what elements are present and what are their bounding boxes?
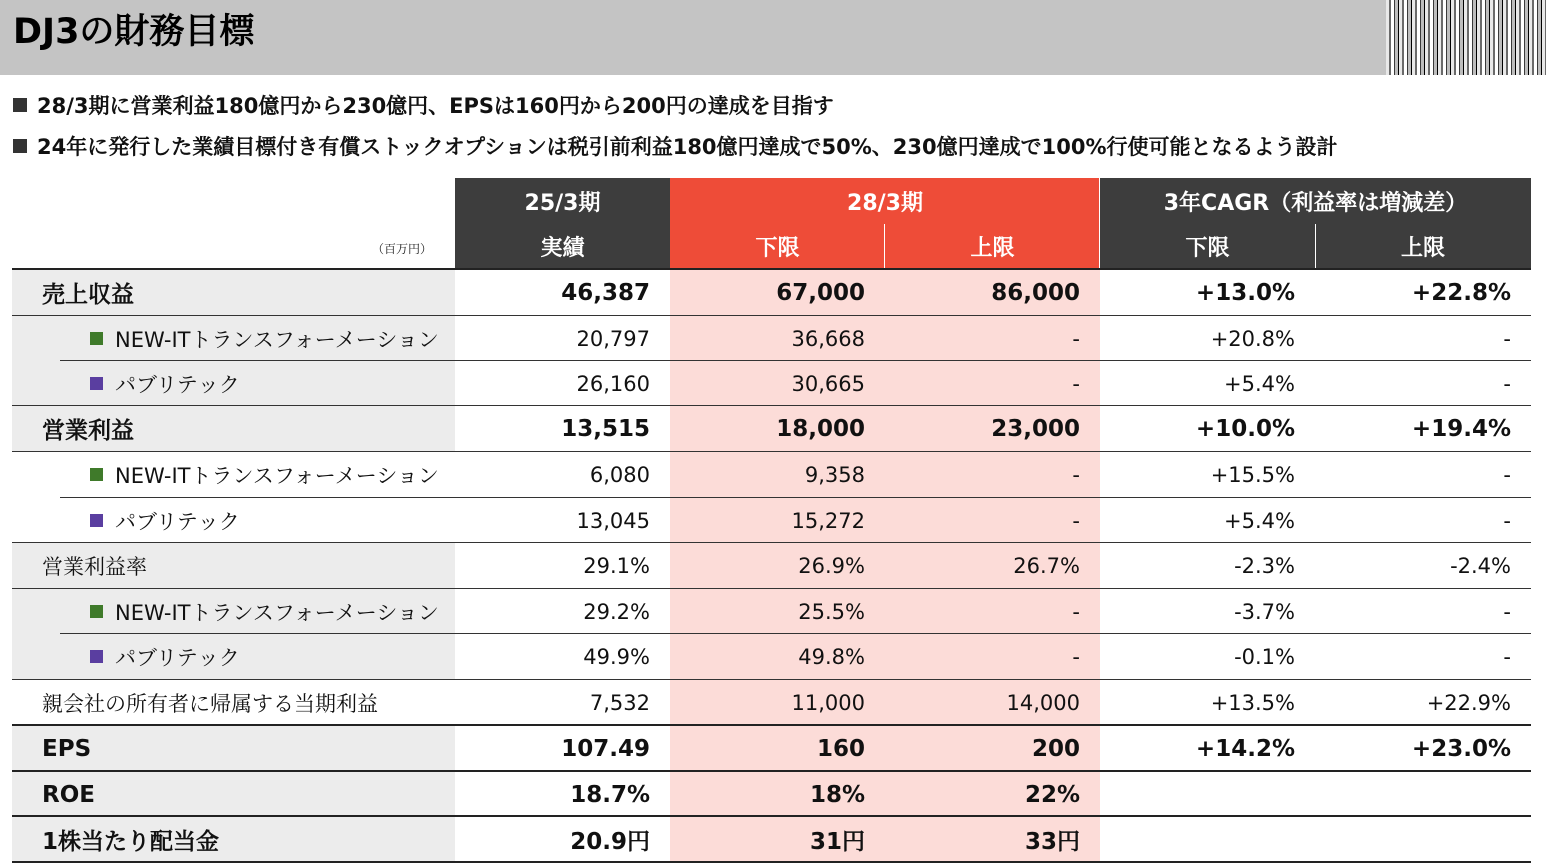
cell-actual: 29.1%	[583, 553, 650, 578]
row-divider	[12, 861, 1531, 863]
cell-actual: 18.7%	[570, 781, 650, 808]
table-row	[12, 543, 1531, 588]
cell-upper: 86,000	[885, 270, 1100, 315]
cell-cagr-upper	[1315, 817, 1531, 862]
row-label: NEW-ITトランスフォーメーション	[115, 327, 439, 352]
cell-actual: 29.2%	[583, 599, 650, 624]
page-title: DJ3の財務目標	[13, 12, 255, 52]
cell-cagr-upper	[1315, 772, 1531, 817]
green-square-icon	[90, 468, 103, 481]
row-label-segment	[12, 498, 455, 543]
bullet-square-icon	[13, 98, 27, 112]
cell-cagr-upper: +19.4%	[1411, 415, 1511, 442]
cell-cagr-lower: +13.0%	[1195, 279, 1295, 306]
cell-actual: 49.9%	[583, 644, 650, 669]
bullet-2-text: 24年に発行した業績目標付き有償ストックオプションは税引前利益180億円達成で50%、230億円達成で100%行使可能となるよう設計	[37, 135, 1338, 159]
cell-cagr-lower	[1100, 772, 1315, 817]
cell-cagr-lower: +5.4%	[1224, 508, 1295, 533]
row-label: 1株当たり配当金	[12, 817, 455, 862]
cell-upper: 23,000	[885, 406, 1100, 451]
row-label: 営業利益	[12, 406, 455, 451]
cell-upper: -	[885, 361, 1100, 406]
cell-actual: 46,387	[561, 279, 650, 306]
cell-cagr-upper: -	[1503, 462, 1511, 487]
row-label-segment	[12, 452, 455, 497]
purple-square-icon	[90, 377, 103, 390]
green-square-icon	[90, 605, 103, 618]
cell-cagr-upper: +22.8%	[1411, 279, 1511, 306]
table-row	[12, 361, 1531, 406]
cell-cagr-lower: +5.4%	[1224, 371, 1295, 396]
cell-lower: 15,272	[670, 498, 885, 543]
cell-upper: 22%	[885, 772, 1100, 817]
cell-cagr-upper: +23.0%	[1411, 735, 1511, 762]
row-label: パブリテック	[115, 645, 240, 670]
cell-lower: 30,665	[670, 361, 885, 406]
cell-lower: 36,668	[670, 316, 885, 361]
cell-actual: 20,797	[576, 326, 650, 351]
cell-upper: -	[885, 498, 1100, 543]
cell-upper: 26.7%	[885, 543, 1100, 588]
header-divider	[1099, 178, 1100, 269]
cell-cagr-upper: -	[1503, 599, 1511, 624]
cell-actual: 6,080	[589, 462, 650, 487]
header-fy28-upper: 上限	[885, 224, 1100, 269]
row-label: パブリテック	[115, 372, 240, 397]
cell-lower: 11,000	[670, 680, 885, 725]
cell-lower: 25.5%	[670, 589, 885, 634]
row-label-segment	[12, 634, 455, 679]
cell-lower: 18%	[670, 772, 885, 817]
cell-cagr-lower: -0.1%	[1234, 644, 1295, 669]
row-label: 売上収益	[12, 270, 455, 315]
table-row	[12, 634, 1531, 679]
purple-square-icon	[90, 650, 103, 663]
cell-actual: 26,160	[576, 371, 650, 396]
table-row	[12, 406, 1531, 451]
row-label: NEW-ITトランスフォーメーション	[115, 463, 439, 488]
cell-cagr-upper: +22.9%	[1426, 690, 1511, 715]
cell-cagr-lower	[1100, 817, 1315, 862]
cell-cagr-upper: -	[1503, 371, 1511, 396]
cell-actual: 13,045	[576, 508, 650, 533]
row-label: EPS	[12, 726, 455, 771]
bullet-1-text: 28/3期に営業利益180億円から230億円、EPSは160円から200円の達成を目指す	[37, 94, 834, 118]
row-label: パブリテック	[115, 509, 240, 534]
cell-cagr-upper: -	[1503, 326, 1511, 351]
cell-cagr-lower: -2.3%	[1234, 553, 1295, 578]
green-square-icon	[90, 332, 103, 345]
cell-upper: -	[885, 589, 1100, 634]
cell-upper: -	[885, 634, 1100, 679]
cell-actual: 107.49	[561, 735, 650, 762]
title-bar	[0, 0, 1546, 75]
cell-upper: 33円	[885, 817, 1100, 862]
table-row	[12, 726, 1531, 771]
row-label: NEW-ITトランスフォーメーション	[115, 600, 439, 625]
unit-label: （百万円）	[372, 242, 433, 256]
row-label: 親会社の所有者に帰属する当期利益	[12, 680, 455, 725]
cell-actual: 13,515	[561, 415, 650, 442]
purple-square-icon	[90, 514, 103, 527]
cell-lower: 160	[670, 726, 885, 771]
header-fy28-lower: 下限	[670, 224, 885, 269]
row-label-segment	[12, 589, 455, 634]
header-actual: 実績	[455, 224, 670, 269]
cell-lower: 18,000	[670, 406, 885, 451]
cell-cagr-upper: -	[1503, 508, 1511, 533]
header-divider	[1315, 224, 1316, 269]
table-row	[12, 589, 1531, 634]
cell-cagr-lower: +10.0%	[1195, 415, 1295, 442]
cell-cagr-lower: +15.5%	[1210, 462, 1295, 487]
table-row	[12, 316, 1531, 361]
cell-lower: 67,000	[670, 270, 885, 315]
decorative-stripes	[1386, 0, 1546, 75]
header-cagr-upper: 上限	[1315, 224, 1531, 269]
cell-cagr-lower: +14.2%	[1195, 735, 1295, 762]
cell-cagr-lower: +13.5%	[1210, 690, 1295, 715]
cell-lower: 31円	[670, 817, 885, 862]
bullet-1	[13, 90, 834, 120]
cell-actual: 20.9円	[570, 829, 650, 855]
bullet-2	[13, 131, 1338, 161]
cell-actual: 7,532	[589, 690, 650, 715]
header-cagr: 3年CAGR（利益率は増減差）	[1100, 178, 1531, 224]
table-row	[12, 270, 1531, 315]
row-label: 営業利益率	[12, 543, 455, 588]
table-row	[12, 817, 1531, 862]
cell-lower: 9,358	[670, 452, 885, 497]
cell-upper: -	[885, 452, 1100, 497]
cell-cagr-lower: -3.7%	[1234, 599, 1295, 624]
cell-lower: 49.8%	[670, 634, 885, 679]
table-row	[12, 680, 1531, 725]
row-label: ROE	[12, 772, 455, 817]
bullet-square-icon	[13, 139, 27, 153]
cell-cagr-upper: -	[1503, 644, 1511, 669]
row-label-segment	[12, 316, 455, 361]
table-row	[12, 772, 1531, 817]
cell-upper: 14,000	[885, 680, 1100, 725]
header-divider	[884, 224, 885, 269]
cell-lower: 26.9%	[670, 543, 885, 588]
header-fy28: 28/3期	[670, 178, 1100, 224]
cell-cagr-upper: -2.4%	[1450, 553, 1511, 578]
table-row	[12, 452, 1531, 497]
row-label-segment	[12, 361, 455, 406]
table-row	[12, 498, 1531, 543]
cell-cagr-lower: +20.8%	[1210, 326, 1295, 351]
header-fy25: 25/3期	[455, 178, 670, 224]
cell-upper: -	[885, 316, 1100, 361]
header-cagr-lower: 下限	[1100, 224, 1315, 269]
cell-upper: 200	[885, 726, 1100, 771]
